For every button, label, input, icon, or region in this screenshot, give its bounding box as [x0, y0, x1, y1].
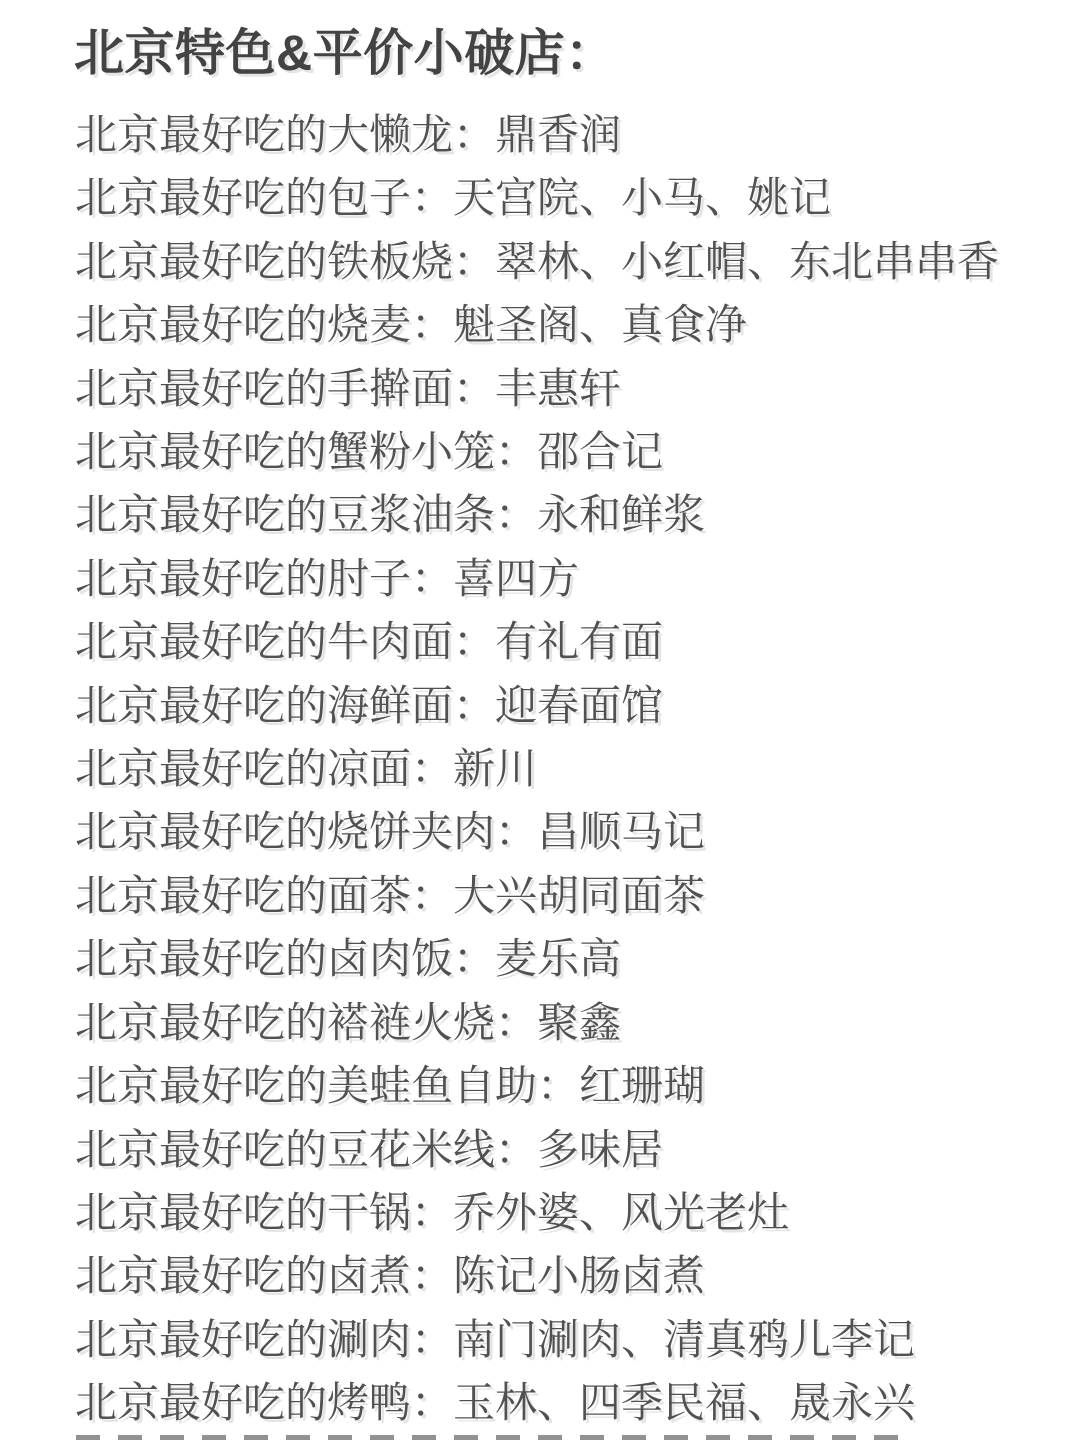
- list-line: 北京最好吃的海鲜面：迎春面馆: [75, 681, 664, 729]
- list-line: 北京最好吃的烧麦：魁圣阁、真食净: [75, 301, 748, 349]
- list-line: 北京最好吃的烧饼夹肉：昌顺马记: [75, 808, 706, 856]
- list-line: 北京最好吃的蟹粉小笼：邵合记: [75, 428, 664, 476]
- list-line: 北京最好吃的肘子：喜四方: [75, 554, 580, 602]
- list-line: 北京最好吃的手擀面：丰惠轩: [75, 364, 622, 412]
- list-line: 北京最好吃的烤鸭：玉林、四季民福、晟永兴: [75, 1379, 916, 1427]
- list-line: 北京最好吃的褡裢火烧：聚鑫: [75, 998, 622, 1046]
- list-line: 北京最好吃的包子：天宫院、小马、姚记: [75, 174, 832, 222]
- list-line: 北京最好吃的卤肉饭：麦乐高: [75, 935, 622, 983]
- list-line: 北京最好吃的美蛙鱼自助：红珊瑚: [75, 1062, 706, 1110]
- list-line: 北京最好吃的牛肉面：有礼有面: [75, 618, 664, 666]
- list-line: 北京最好吃的豆浆油条：永和鲜浆: [75, 491, 706, 539]
- list-line: 北京最好吃的凉面：新川: [75, 745, 538, 793]
- list-line: 北京最好吃的干锅：乔外婆、风光老灶: [75, 1188, 790, 1236]
- list-line: 北京最好吃的豆花米线：多味居: [75, 1125, 664, 1173]
- list-line: 北京最好吃的大懒龙：鼎香润: [75, 111, 622, 158]
- list-line: 北京最好吃的铁板烧：翠林、小红帽、东北串串香: [75, 237, 1000, 285]
- food-recommendation-list: [75, 103, 999, 1435]
- cutoff-next-line-fragment: [76, 1435, 906, 1440]
- list-line: 北京最好吃的面茶：大兴胡同面茶: [75, 871, 706, 919]
- list-line: 北京最好吃的卤煮：陈记小肠卤煮: [75, 1252, 706, 1300]
- list-line: 北京最好吃的涮肉：南门涮肉、清真鸦儿李记: [75, 1315, 916, 1363]
- page-title: 北京特色&平价小破店：: [74, 25, 616, 81]
